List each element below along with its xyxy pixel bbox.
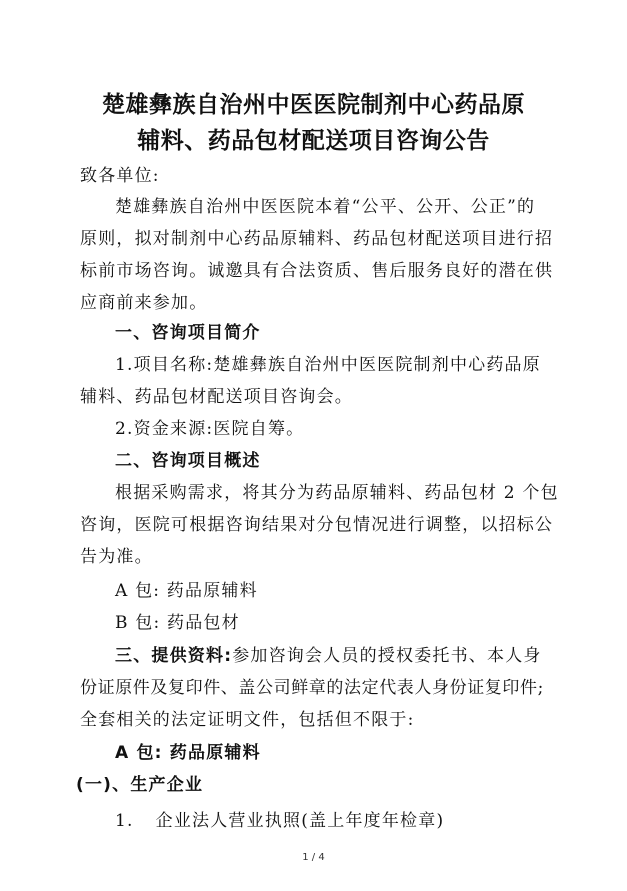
list-item-1-text: 企业法人营业执照(盖上年度年检章) — [155, 811, 445, 831]
section-2-heading: 二、咨询项目概述 — [115, 451, 261, 471]
overview-line-3: 告为准。 — [80, 547, 153, 567]
document-title-line-2: 辅料、药品包材配送项目咨询公告 — [137, 128, 490, 154]
overview-line-1: 根据采购需求，将其分为药品原辅料、药品包材 2 个包 — [115, 483, 559, 503]
salutation: 致各单位: — [80, 166, 160, 186]
document-title-line-1: 楚雄彝族自治州中医医院制剂中心药品原 — [102, 92, 525, 118]
page-number: 1 / 4 — [302, 852, 325, 863]
subsection-1-heading: (一)、生产企业 — [76, 775, 204, 795]
overview-line-2: 咨询，医院可根据咨询结果对分包情况进行调整，以招标公 — [80, 515, 554, 535]
list-item-1-number: 1. — [115, 811, 134, 831]
item-1-line-2: 辅料、药品包材配送项目咨询会。 — [80, 387, 353, 407]
package-a-heading: A 包: 药品原辅料 — [115, 743, 261, 763]
section-3-line-3: 全套相关的法定证明文件，包括但不限于: — [80, 710, 415, 730]
section-3-text-1: 参加咨询会人员的授权委托书、本人身 — [232, 646, 542, 666]
section-3-line-2: 份证原件及复印件、盖公司鲜章的法定代表人身份证复印件; — [80, 678, 544, 698]
section-1-heading: 一、咨询项目简介 — [115, 323, 261, 343]
intro-line-4: 应商前来参加。 — [80, 293, 208, 313]
item-1-line-1: 1.项目名称:楚雄彝族自治州中医医院制剂中心药品原 — [115, 355, 541, 375]
intro-line-3: 标前市场咨询。诚邀具有合法资质、售后服务良好的潜在供 — [80, 261, 554, 281]
intro-line-1: 楚雄彝族自治州中医医院本着“公平、公开、公正”的 — [115, 197, 536, 217]
list-item-1 — [115, 808, 444, 834]
section-3-line-1 — [115, 643, 542, 669]
section-3-heading: 三、提供资料: — [115, 646, 233, 666]
package-b: B 包: 药品包材 — [115, 613, 240, 633]
item-2: 2.资金来源:医院自筹。 — [115, 419, 305, 439]
package-a: A 包: 药品原辅料 — [115, 581, 258, 601]
intro-line-2: 原则，拟对制剂中心药品原辅料、药品包材配送项目进行招 — [80, 229, 554, 249]
